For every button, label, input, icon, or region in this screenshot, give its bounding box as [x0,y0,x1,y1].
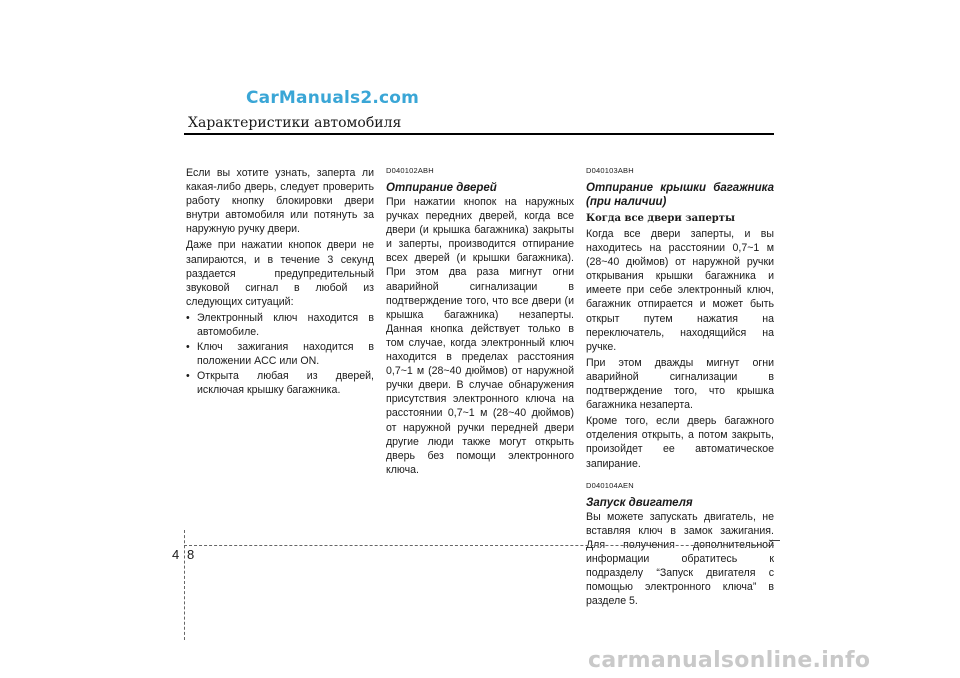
section-code: D040102ABH [386,166,434,175]
section-code: D040103ABH [586,166,634,175]
header-rule [184,133,774,135]
section-heading: Отпирание дверей [386,182,497,194]
list-item: • Электронный ключ находится в автомобиле. [186,311,374,339]
column-1 [186,166,374,399]
paragraph: Даже при нажатии кнопок двери не запираются, и в течение 3 секунд раздается предупредительный звуковой сигнал в любой из следующих ситуаций: [186,239,374,308]
chapter-number: 4 [172,547,180,562]
page-number: 8 [187,547,195,562]
footer-dashed-rule [184,545,774,546]
list-item: • Ключ зажигания находится в положении ACC или ON. [186,340,374,368]
footer-rule-end [770,540,780,541]
paragraph: При нажатии кнопок на наружных ручках передних дверей, когда все двери (и крышка багажника) закрыты и заперты, производится отпирание всех дверей (и крышки багажника). При этом два раза мигнут огни аварийной сигнализации в подтверждение того, что все двери (и крышка багажника) незаперты. Данная кнопка действует только в том случае, когда электронный ключ находится в пределах расстояния 0,7~1 м (28~40 дюймов) от наружной ручки двери. В случае обнаружения присутствия электронного ключа на расстоянии 0,7~1 м (28~40 дюймов) от наружной ручки передней двери другие люди также могут открыть дверь без помощи электронного ключа. [386,196,574,476]
paragraph: При этом дважды мигнут огни аварийной сигнализации в подтверждение того, что крышка багажника незаперта. [586,356,774,412]
column-2 [386,166,574,479]
section-heading: Отпирание крышки багажника (при наличии) [586,182,774,208]
paragraph: Вы можете запускать двигатель, не вставляя ключ в замок зажигания. Для получения дополнительной информации обратитесь к подразделу “Запуск двигателя с помощью электронного ключа” в разделе 5. [586,510,774,608]
watermark-bottom: carmanualsonline.info [588,648,871,673]
subsection-heading: Когда все двери заперты [586,213,736,224]
page-gutter-dashed-line [184,530,185,640]
section-heading: Запуск двигателя [586,496,693,509]
paragraph: Если вы хотите узнать, заперта ли какая-либо дверь, следует проверить работу кнопку блокировки двери внутри автомобиля или потянуть за наружную ручку двери. [186,167,374,236]
watermark-top: CarManuals2.com [246,88,420,108]
column-3 [586,166,774,610]
bullet-list [186,311,374,398]
list-item: • Открыта любая из дверей, исключая крышку багажника. [186,369,374,397]
section-code: D040104AEN [586,480,634,490]
paragraph: Когда все двери заперты, и вы находитесь на расстоянии 0,7~1 м (28~40 дюймов) от наружной ручки открывания крышки багажника и имеете при себе электронный ключ, багажник отпирается и может быть открыт путем нажатия на переключатель, находящийся на ручке. [586,228,774,353]
section-title: Характеристики автомобиля [188,115,402,131]
paragraph: Кроме того, если дверь багажного отделения открыть, а потом закрыть, произойдет ее автоматическое запирание. [586,415,774,470]
